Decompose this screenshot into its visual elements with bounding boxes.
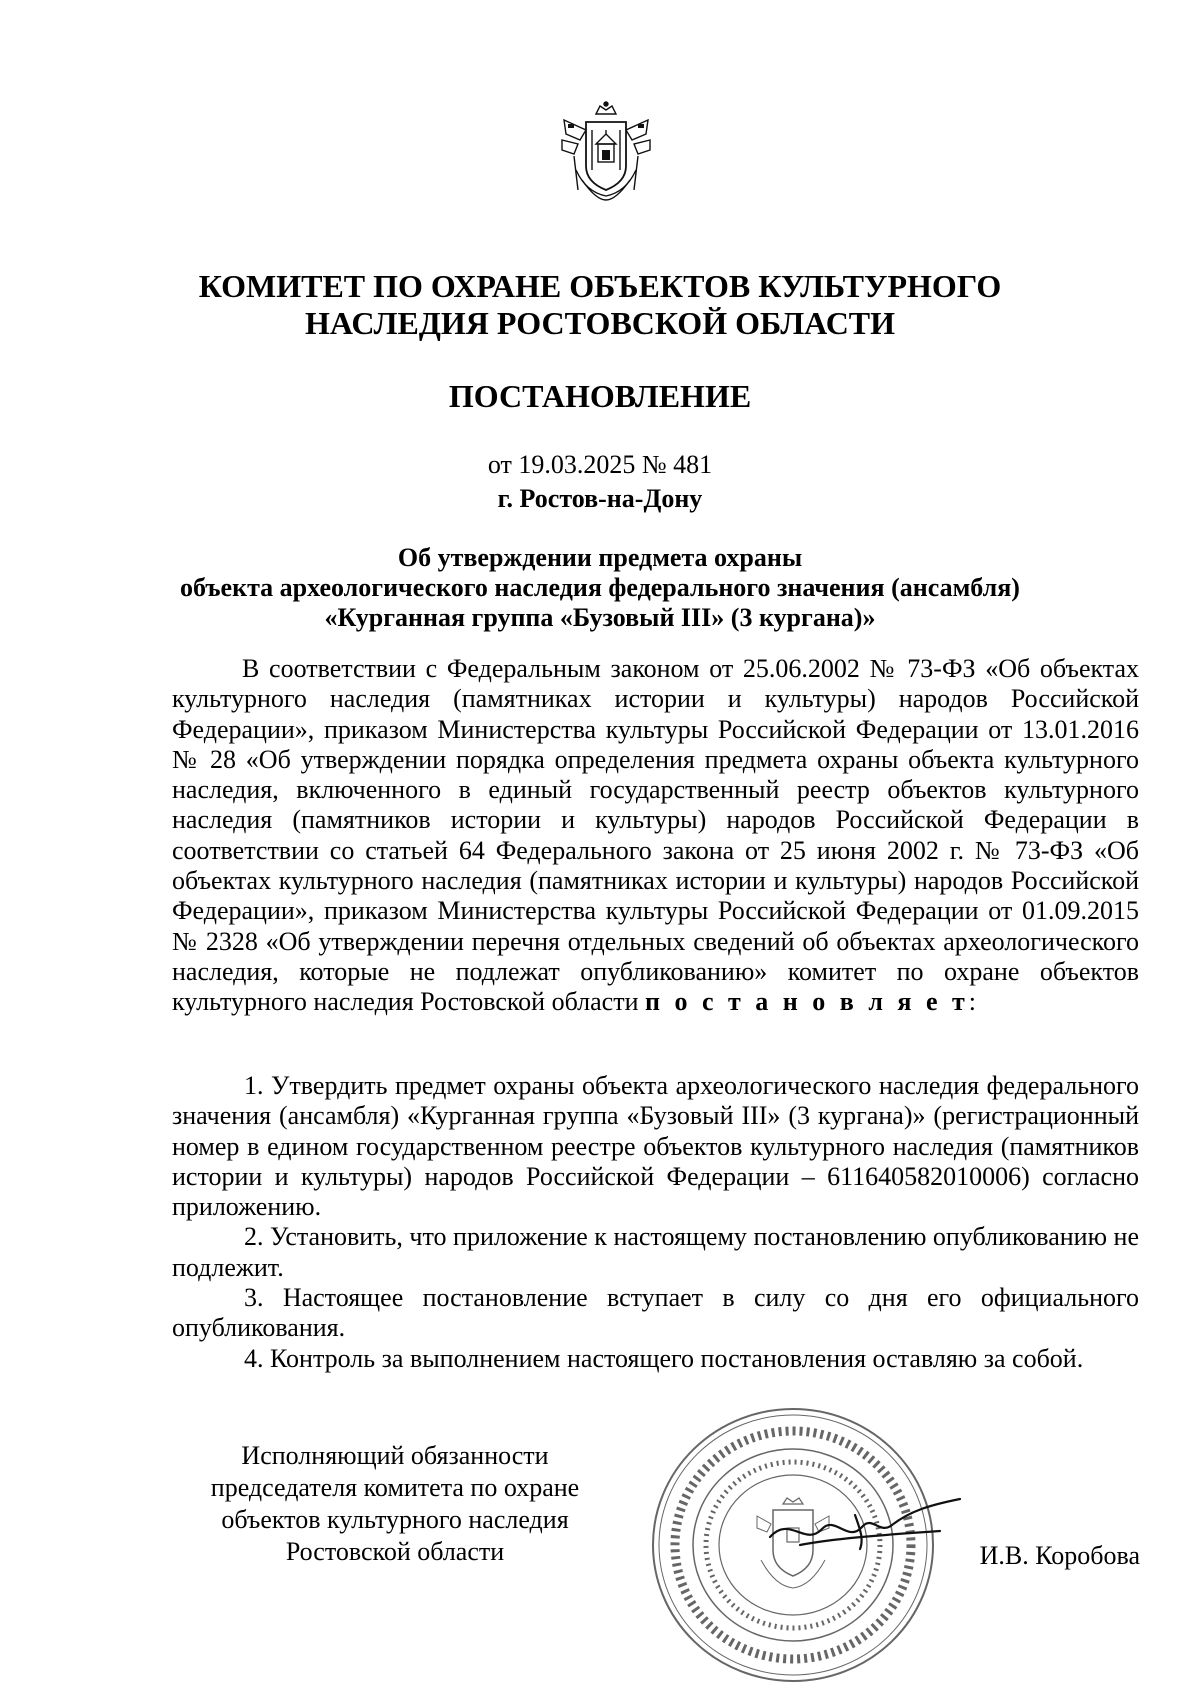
resolution-verb: п о с т а н о в л я е т: [645, 987, 969, 1017]
rostov-oblast-coat-of-arms-icon: [556, 100, 656, 202]
document-subject: [140, 543, 1060, 633]
resolution-item-2: 2. Установить, что приложение к настоящему постановлению опубликованию не подлежит.: [172, 1222, 1139, 1282]
position-line-1: Исполняющий обязанности: [241, 1441, 549, 1470]
resolution-item-3: 3. Настоящее постановление вступает в силу со дня его официального опубликования.: [172, 1283, 1139, 1343]
org-line-2: НАСЛЕДИЯ РОСТОВСКОЙ ОБЛАСТИ: [304, 305, 896, 341]
resolution-item-4: 4. Контроль за выполнением настоящего постановления оставляю за собой.: [244, 1343, 1084, 1373]
subject-line-3: «Курганная группа «Бузовый III» (3 кургана)»: [324, 603, 876, 632]
org-line-1: КОМИТЕТ ПО ОХРАНЕ ОБЪЕКТОВ КУЛЬТУРНОГО: [198, 268, 1002, 304]
signatory-position: [180, 1440, 610, 1568]
organization-name: [140, 268, 1060, 342]
subject-line-2: объекта археологического наследия федерального значения (ансамбля): [180, 573, 1020, 602]
signatory-name: И.В. Коробова: [979, 1541, 1140, 1570]
position-line-3: объектов культурного наследия: [221, 1505, 569, 1534]
preamble: [172, 654, 1139, 1018]
preamble-colon: :: [968, 987, 977, 1017]
date-number: от 19.03.2025 № 481: [487, 450, 713, 479]
position-line-2: председателя комитета по охране: [210, 1473, 580, 1502]
position-line-4: Ростовской области: [285, 1537, 505, 1566]
document-type: ПОСТАНОВЛЕНИЕ: [448, 378, 752, 414]
preamble-text: В соответствии с Федеральным законом от 25.06.2002 № 73-ФЗ «Об объектах культурного наследия (памятниках истории и культуры) народов Российской Федерации», приказом Министерства культуры Российской Федерации от 13.01.2016 № 28 «Об утверждении порядка определения предмета охраны объекта культурного наследия, включенного в единый государственный реестр объектов культурного наследия (памятников истории и культуры) народов Российской Федерации в соответствии со статьей 64 Федерального закона от 25 июня 2002 г. № 73-ФЗ «Об объектах культурного наследия (памятниках истории и культуры) народов Российской Федерации», приказом Министерства культуры Российской Федерации от 01.09.2015 № 2328 «Об утверждении перечня отдельных сведений об объектах археологического наследия, которые не подлежат опубликованию» комитет по охране объектов культурного наследия Ростовской области: [172, 654, 1139, 1017]
subject-line-1: Об утверждении предмета охраны: [397, 543, 803, 572]
city: г. Ростов-на-Дону: [497, 484, 703, 513]
preamble-paragraph: [172, 654, 1139, 1018]
resolution-item-1: 1. Утвердить предмет охраны объекта археологического наследия федерального значения (ансамбля) «Курганная группа «Бузовый III» (3 кургана)» (регистрационный номер в едином государственном реестре объектов культурного наследия (памятников истории и культуры) народов Российской Федерации – 611640582010006) согласно приложению.: [172, 1071, 1139, 1222]
resolution-items: [172, 1071, 1139, 1374]
